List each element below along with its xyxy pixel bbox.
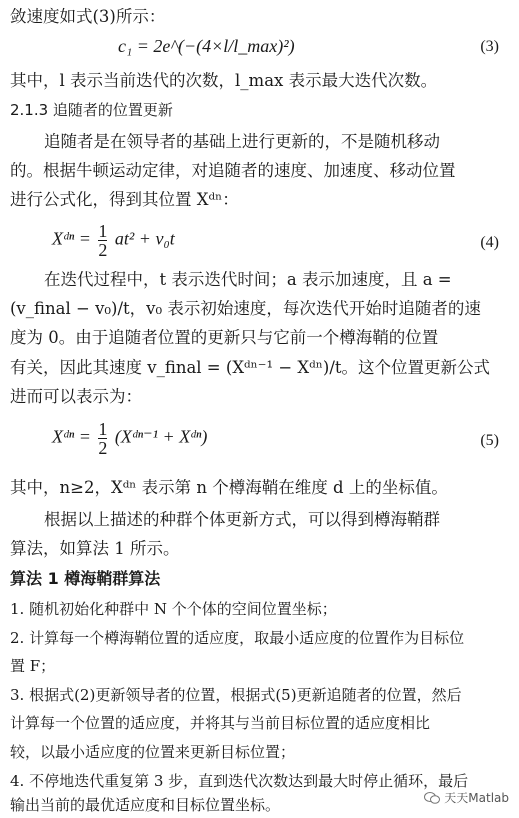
algorithm-step: 计算每一个位置的适应度，并将其与当前目标位置的适应度相比 [10, 714, 431, 732]
text-line: 在迭代过程中，t 表示迭代时间；a 表示加速度，且 a = [44, 270, 452, 289]
equation-number: (4) [480, 234, 499, 251]
fraction-numerator: 1 [98, 221, 108, 241]
fraction [98, 420, 107, 457]
text-line: 算法，如算法 1 所示。 [10, 539, 180, 558]
algorithm-title: 算法 1 樽海鞘群算法 [10, 569, 161, 588]
text-line: 的。根据牛顿运动定律，对追随者的速度、加速度、移动位置 [10, 161, 456, 180]
algorithm-step: 置 F； [10, 657, 56, 675]
text-line: (v_final − v₀)/t，v₀ 表示初始速度，每次迭代开始时追随者的速 [10, 299, 481, 318]
algorithm-step: 输出当前的最优适应度和目标位置坐标。 [10, 796, 281, 814]
fraction-numerator: 1 [98, 419, 108, 439]
text-line: 进行公式化，得到其位置 Xᵈⁿ： [10, 190, 239, 209]
text-line: 根据以上描述的种群个体更新方式，可以得到樽海鞘群 [44, 510, 440, 529]
equation-4 [52, 222, 175, 259]
fraction-denominator: 2 [98, 438, 108, 458]
algorithm-step: 2. 计算每一个樽海鞘位置的适应度，取最小适应度的位置作为目标位 [10, 629, 465, 647]
fraction [98, 222, 107, 259]
watermark-text: 天天Matlab [444, 791, 509, 805]
text-line: 其中，l 表示当前迭代的次数，l_max 表示最大迭代次数。 [10, 71, 438, 90]
fraction-denominator: 2 [98, 240, 108, 260]
equation-rhs: at² + v₀t [114, 228, 175, 249]
algorithm-step: 较，以最小适应度的位置来更新目标位置； [10, 743, 296, 761]
equation-rhs: (Xᵈⁿ⁻¹ + Xᵈⁿ) [114, 426, 208, 447]
text-line: 度为 0。由于追随者位置的更新只与它前一个樽海鞘的位置 [10, 328, 439, 347]
text-line: 敛速度如式(3)所示： [10, 7, 166, 26]
equation-lhs: Xᵈⁿ = [52, 426, 91, 447]
algorithm-step: 4. 不停地迭代重复第 3 步，直到迭代次数达到最大时停止循环，最后 [10, 772, 469, 790]
watermark [424, 789, 509, 806]
equation-3: c₁ = 2e^(−(4×l/l_max)²) [118, 36, 295, 56]
equation-lhs: Xᵈⁿ = [52, 228, 91, 249]
text-line: 有关，因此其速度 v_final = (Xᵈⁿ⁻¹ − Xᵈⁿ)/t。这个位置更新公式 [10, 358, 491, 377]
section-heading: 2.1.3 追随者的位置更新 [10, 101, 173, 119]
text-line: 追随者是在领导者的基础上进行更新的，不是随机移动 [44, 132, 440, 151]
algorithm-step: 1. 随机初始化种群中 N 个个体的空间位置坐标； [10, 600, 337, 618]
text-line: 其中，n≥2，Xᵈⁿ 表示第 n 个樽海鞘在维度 d 上的坐标值。 [10, 478, 448, 497]
equation-5 [52, 420, 207, 457]
equation-number: (3) [480, 38, 499, 55]
equation-number: (5) [480, 432, 499, 449]
algorithm-step: 3. 根据式(2)更新领导者的位置，根据式(5)更新追随者的位置，然后 [10, 686, 462, 704]
text-line: 进而可以表示为： [10, 387, 142, 406]
chat-bubble-icon [424, 791, 440, 805]
